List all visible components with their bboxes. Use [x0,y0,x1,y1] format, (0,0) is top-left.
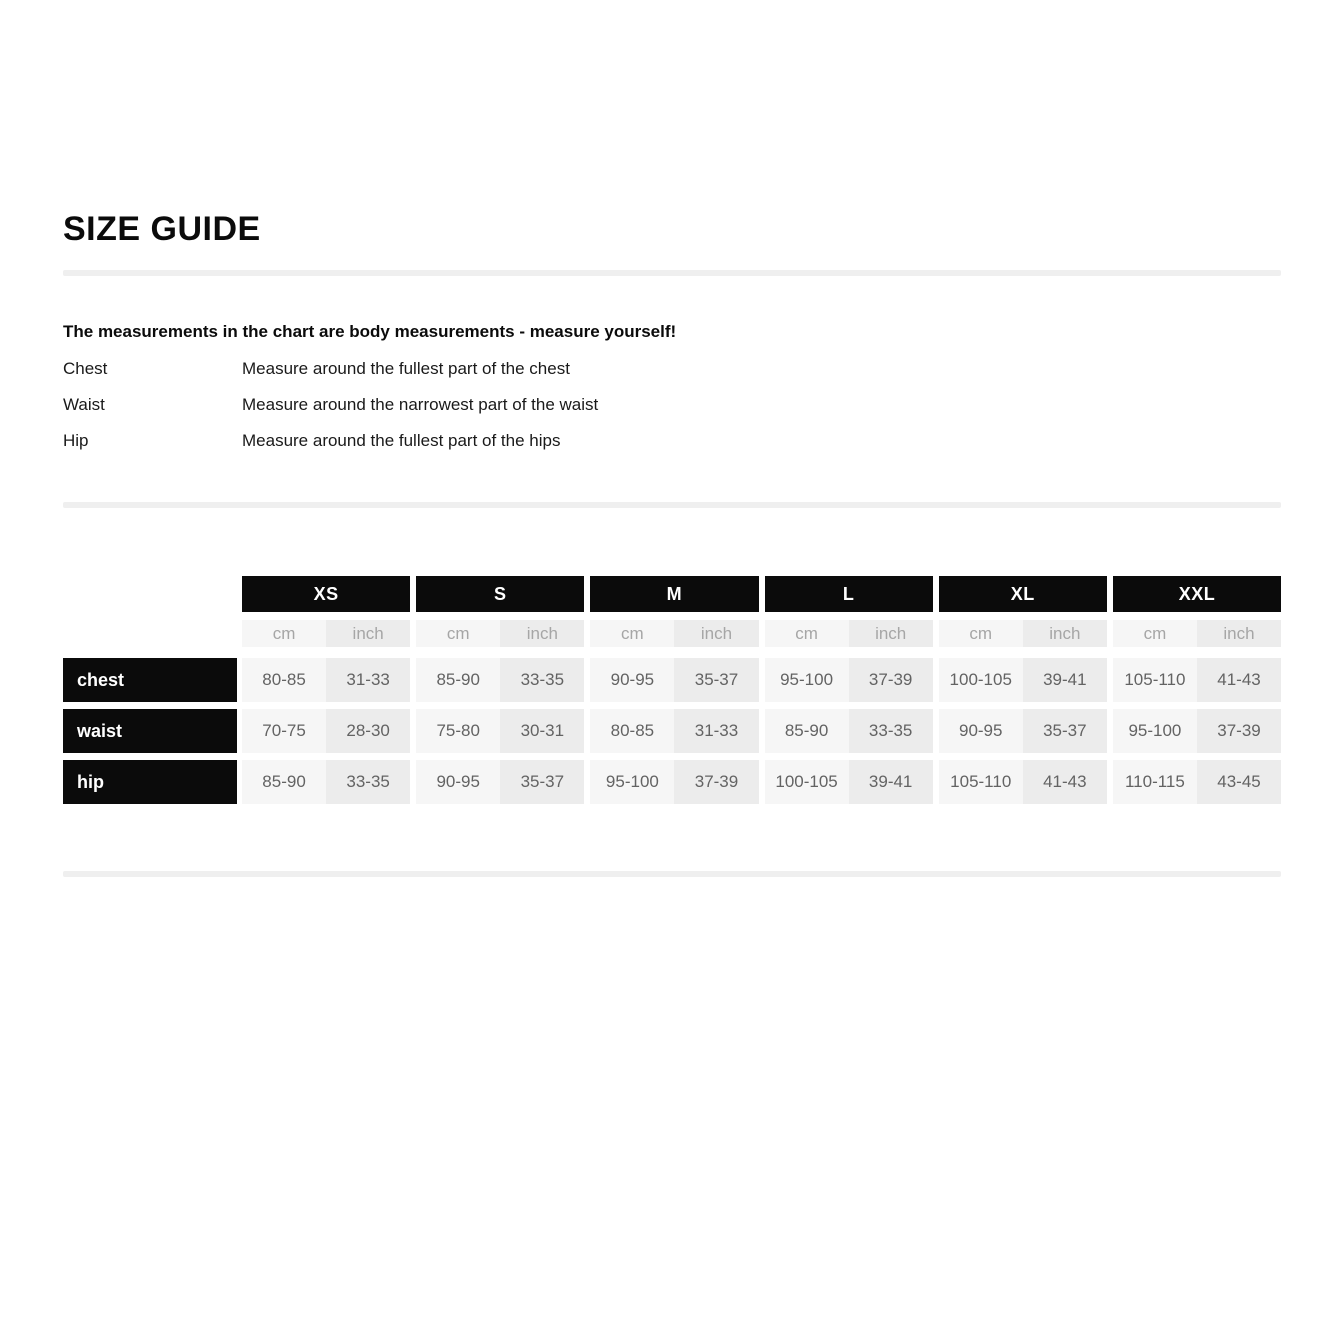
unit-header-group-m [590,620,758,647]
value-cell-cm: 75-80 [416,709,500,753]
row-label-waist: waist [63,709,237,753]
unit-header-inch: inch [1197,620,1281,647]
value-group [590,658,758,702]
value-cell-cm: 80-85 [590,709,674,753]
size-header-xs: XS [242,576,410,612]
value-cell-inch: 37-39 [849,658,933,702]
unit-header-inch: inch [326,620,410,647]
value-group [1113,709,1281,753]
unit-header-cm: cm [765,620,849,647]
measurement-definition-row [63,432,1281,450]
value-cell-inch: 31-33 [326,658,410,702]
value-group [242,709,410,753]
value-cell-inch: 35-37 [674,658,758,702]
value-group [1113,658,1281,702]
unit-header-cm: cm [242,620,326,647]
value-cell-cm: 90-95 [416,760,500,804]
value-cell-inch: 35-37 [1023,709,1107,753]
value-group [416,760,584,804]
value-group [765,658,933,702]
measurement-definition-row [63,396,1281,414]
row-label-hip: hip [63,760,237,804]
unit-header-inch: inch [674,620,758,647]
value-group [1113,760,1281,804]
value-group [242,658,410,702]
value-cell-cm: 90-95 [590,658,674,702]
size-header-xxl: XXL [1113,576,1281,612]
size-header-s: S [416,576,584,612]
value-cell-cm: 85-90 [765,709,849,753]
value-cell-inch: 39-41 [1023,658,1107,702]
value-cell-cm: 70-75 [242,709,326,753]
unit-header-inch: inch [500,620,584,647]
value-group [765,709,933,753]
measurement-term: Chest [63,359,108,378]
value-group [590,709,758,753]
instructions-heading: The measurements in the chart are body measurements - measure yourself! [63,322,677,341]
value-cell-inch: 33-35 [326,760,410,804]
value-cell-cm: 85-90 [242,760,326,804]
value-cell-inch: 33-35 [500,658,584,702]
value-group [939,658,1107,702]
unit-header-inch: inch [849,620,933,647]
unit-header-cm: cm [590,620,674,647]
value-cell-cm: 90-95 [939,709,1023,753]
measurement-definition-row [63,360,1281,378]
measurement-term: Waist [63,395,105,414]
value-cell-cm: 95-100 [765,658,849,702]
value-group [765,760,933,804]
unit-header-group-xl [939,620,1107,647]
section-divider [63,270,1281,276]
value-cell-inch: 31-33 [674,709,758,753]
value-group [416,658,584,702]
value-cell-inch: 39-41 [849,760,933,804]
value-cell-cm: 105-110 [1113,658,1197,702]
value-group [416,709,584,753]
value-cell-inch: 35-37 [500,760,584,804]
value-cell-cm: 100-105 [939,658,1023,702]
value-group [242,760,410,804]
value-cell-inch: 43-45 [1197,760,1281,804]
measurement-term: Hip [63,431,89,450]
value-cell-cm: 95-100 [590,760,674,804]
unit-header-row [63,620,1281,647]
value-cell-cm: 80-85 [242,658,326,702]
value-cell-inch: 37-39 [674,760,758,804]
value-cell-inch: 30-31 [500,709,584,753]
unit-header-group-s [416,620,584,647]
value-cell-inch: 41-43 [1023,760,1107,804]
row-label-chest: chest [63,658,237,702]
value-cell-cm: 95-100 [1113,709,1197,753]
value-cell-cm: 105-110 [939,760,1023,804]
section-divider [63,871,1281,877]
measurement-description: Measure around the narrowest part of the waist [242,395,599,414]
unit-header-cm: cm [939,620,1023,647]
table-row-chest [63,658,1281,702]
section-divider [63,502,1281,508]
value-group [590,760,758,804]
measurement-description: Measure around the fullest part of the chest [242,359,570,378]
value-cell-cm: 100-105 [765,760,849,804]
size-header-l: L [765,576,933,612]
unit-row-spacer [63,620,237,647]
value-cell-inch: 41-43 [1197,658,1281,702]
size-table [63,576,1281,804]
value-group [939,709,1107,753]
measurement-instructions [63,322,1281,450]
size-header-xl: XL [939,576,1107,612]
unit-header-cm: cm [416,620,500,647]
value-cell-cm: 85-90 [416,658,500,702]
unit-header-inch: inch [1023,620,1107,647]
unit-header-cm: cm [1113,620,1197,647]
value-cell-inch: 33-35 [849,709,933,753]
value-cell-inch: 37-39 [1197,709,1281,753]
table-row-waist [63,709,1281,753]
measurement-description: Measure around the fullest part of the hips [242,431,561,450]
value-cell-cm: 110-115 [1113,760,1197,804]
size-table-header-row [63,576,1281,612]
size-header-m: M [590,576,758,612]
size-table-corner-spacer [63,576,237,612]
page-title: SIZE GUIDE [63,210,261,248]
table-row-hip [63,760,1281,804]
unit-header-group-xxl [1113,620,1281,647]
unit-header-group-xs [242,620,410,647]
value-cell-inch: 28-30 [326,709,410,753]
unit-header-group-l [765,620,933,647]
value-group [939,760,1107,804]
